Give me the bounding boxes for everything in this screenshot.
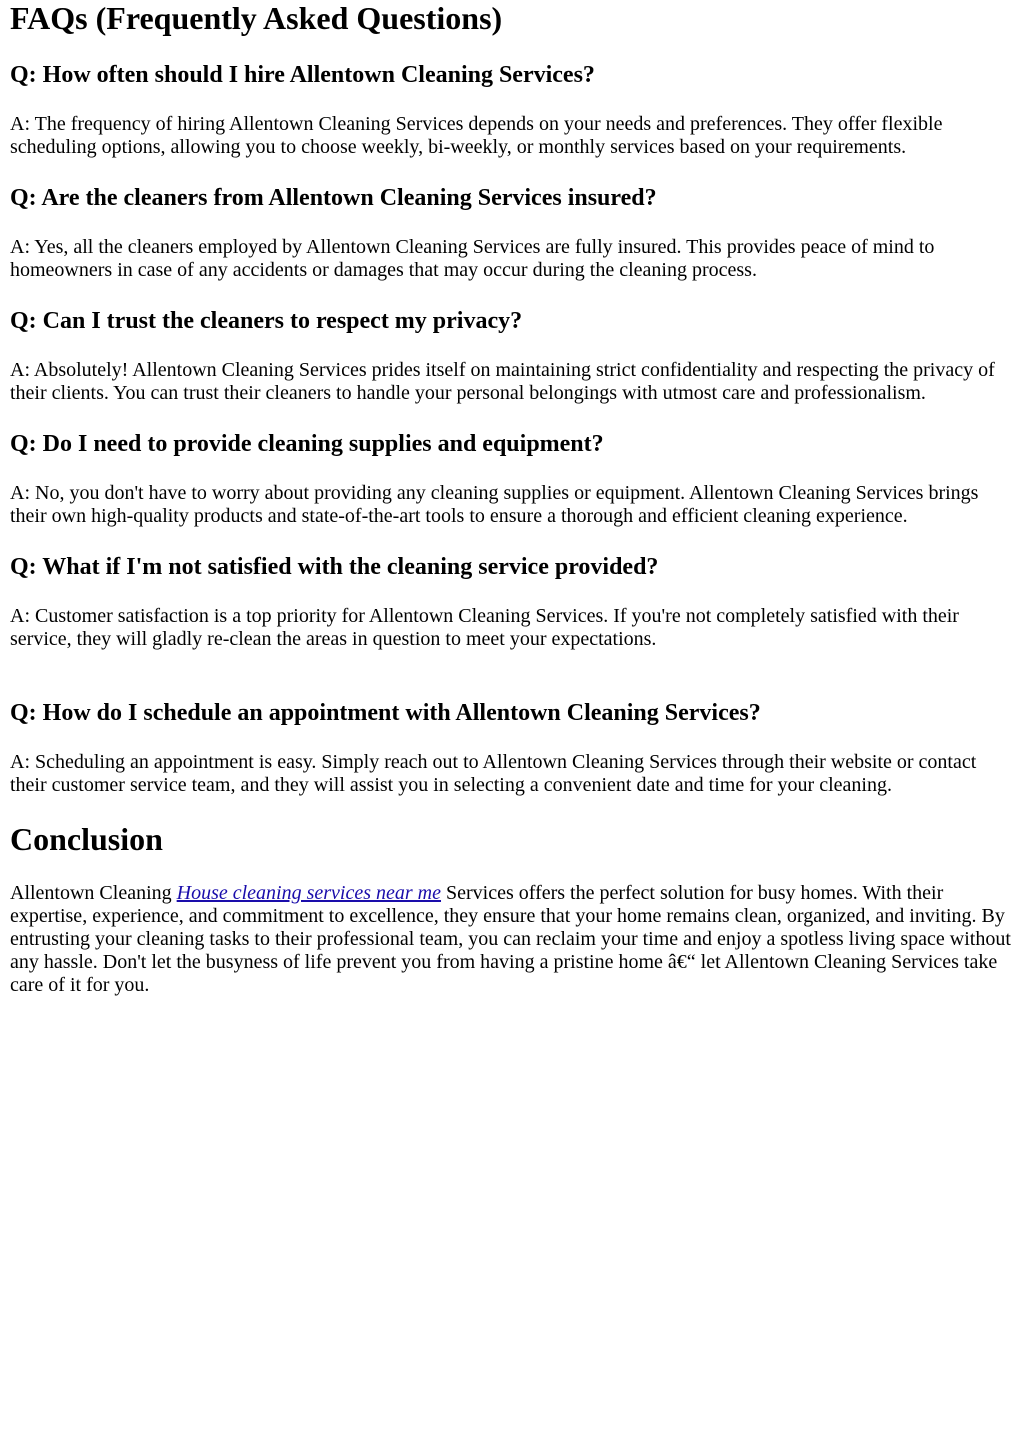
house-cleaning-link[interactable]: House cleaning services near me: [176, 882, 442, 904]
conclusion-paragraph: [10, 882, 1014, 997]
faq-question-2: Q: Are the cleaners from Allentown Cleaning Services insured?: [10, 185, 657, 211]
faq-answer-1: A: The frequency of hiring Allentown Cleaning Services depends on your needs and preferences. They offer flexible scheduling options, allowing you to choose weekly, bi-weekly, or monthly services based on your requirements.: [10, 113, 943, 158]
faq-answer-5: A: Customer satisfaction is a top priority for Allentown Cleaning Services. If you're not completely satisfied with their service, they will gladly re-clean the areas in question to meet your expectations.: [10, 605, 959, 650]
faq-question-1: Q: How often should I hire Allentown Cleaning Services?: [10, 62, 595, 88]
page-title: FAQs (Frequently Asked Questions): [10, 0, 503, 36]
faq-question-5: Q: What if I'm not satisfied with the cleaning service provided?: [10, 554, 659, 580]
faq-answer-4: A: No, you don't have to worry about providing any cleaning supplies or equipment. Allentown Cleaning Services brings their own high-quality products and state-of-the-art tools to ensure a thorough and efficient cleaning experience.: [10, 482, 979, 527]
faq-answer-3: A: Absolutely! Allentown Cleaning Services prides itself on maintaining strict confidentiality and respecting the privacy of their clients. You can trust their cleaners to handle your personal belongings with utmost care and professionalism.: [10, 359, 995, 404]
conclusion-heading: Conclusion: [10, 821, 163, 857]
conclusion-text-after-link: Services offers the perfect solution for busy homes. With their expertise, experience, and commitment to excellence, they ensure that your home remains clean, organized, and inviting. By entrusting your cleaning tasks to their professional team, you can reclaim your time and enjoy a spotless living space without any hassle. Don't let the busyness of life prevent you from having a pristine home â€“ let Allentown Cleaning Services take care of it for you.: [10, 882, 1011, 996]
faq-answer-2: A: Yes, all the cleaners employed by Allentown Cleaning Services are fully insured. This provides peace of mind to homeowners in case of any accidents or damages that may occur during the cleaning process.: [10, 236, 935, 281]
faq-answer-6: A: Scheduling an appointment is easy. Simply reach out to Allentown Cleaning Services through their website or contact their customer service team, and they will assist you in selecting a convenient date and time for your cleaning.: [10, 751, 977, 796]
faq-question-4: Q: Do I need to provide cleaning supplies and equipment?: [10, 431, 604, 457]
faq-question-6: Q: How do I schedule an appointment with Allentown Cleaning Services?: [10, 700, 761, 726]
faq-question-3: Q: Can I trust the cleaners to respect my privacy?: [10, 308, 523, 334]
conclusion-text-before-link: Allentown Cleaning: [10, 882, 177, 904]
